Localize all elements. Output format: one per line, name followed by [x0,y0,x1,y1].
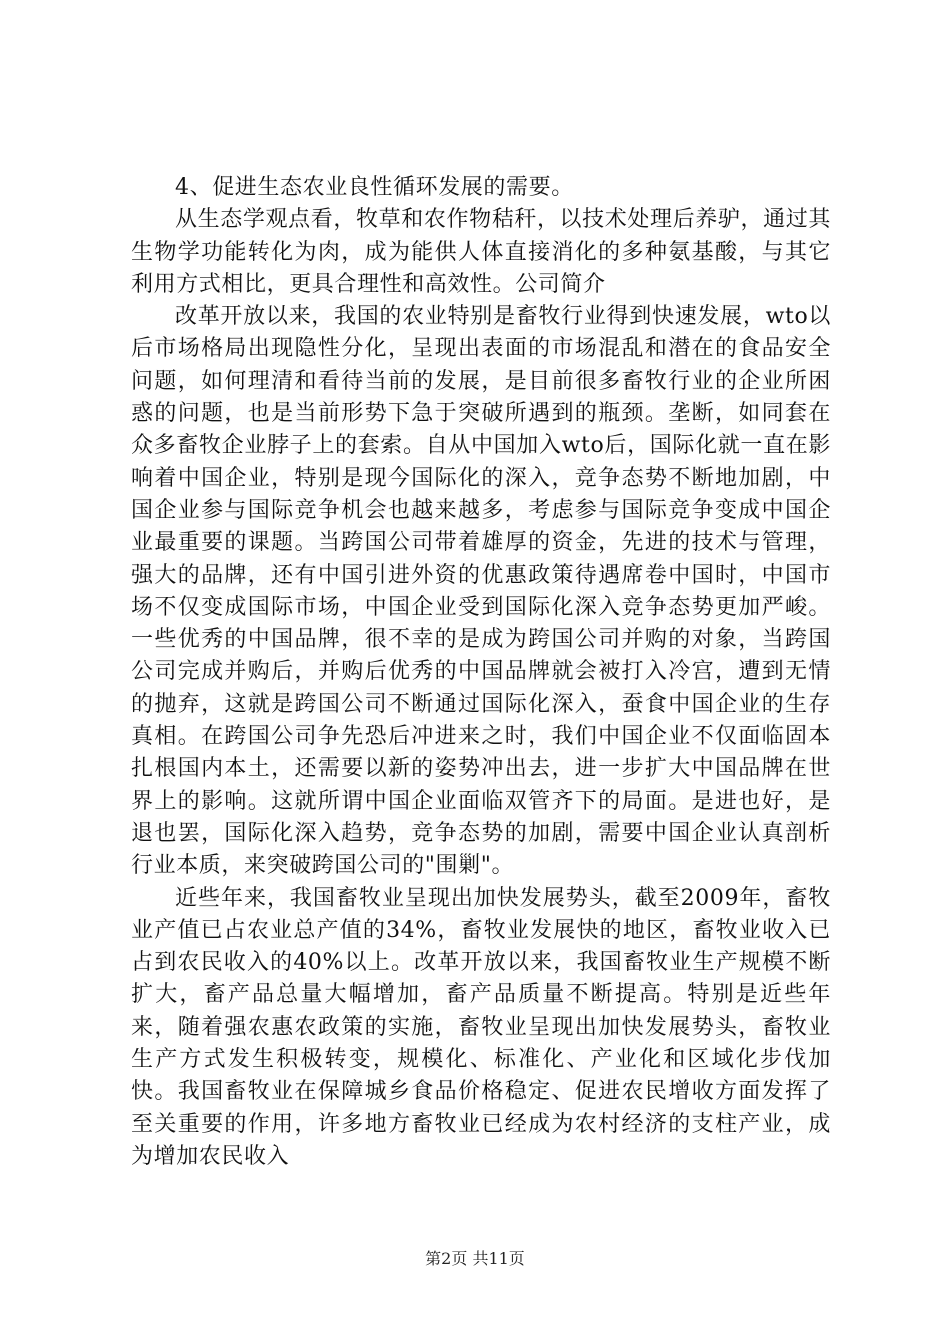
paragraph-recent-years: 近些年来，我国畜牧业呈现出加快发展势头，截至2009年，畜牧业产值已占农业总产值的34%，畜牧业发展快的地区，畜牧业收入已占到农民收入的40%以上。改革开放以来，我国畜牧业生产规模不断扩大，畜产品总量大幅增加，畜产品质量不断提高。特别是近些年来，随着强农惠农政策的实施，畜牧业呈现出加快发展势头，畜牧业生产方式发生积极转变，规模化、标准化、产业化和区域化步伐加快。我国畜牧业在保障城乡食品价格稳定、促进农民增收方面发挥了至关重要的作用，许多地方畜牧业已经成为农村经济的支柱产业，成为增加农民收入 [131,885,831,1169]
page-number-footer: 第2页 共11页 [425,1249,525,1268]
paragraph-ecology: 从生态学观点看，牧草和农作物秸秆，以技术处理后养驴，通过其生物学功能转化为肉，成为能供人体直接消化的多种氨基酸，与其它利用方式相比，更具合理性和高效性。公司简介 [131,207,831,297]
document-body [131,172,831,1173]
paragraph-heading-4: 4、促进生态农业良性循环发展的需要。 [175,175,574,200]
paragraph-reform: 改革开放以来，我国的农业特别是畜牧行业得到快速发展，wto以后市场格局出现隐性分化，呈现出表面的市场混乱和潜在的食品安全问题，如何理清和看待当前的发展，是目前很多畜牧行业的企业所困惑的问题，也是当前形势下急于突破所遇到的瓶颈。垄断，如同套在众多畜牧企业脖子上的套索。自从中国加入wto后，国际化就一直在影响着中国企业，特别是现今国际化的深入，竞争态势不断地加剧，中国企业参与国际竞争机会也越来越多，考虑参与国际竞争变成中国企业最重要的课题。当跨国公司带着雄厚的资金，先进的技术与管理，强大的品牌，还有中国引进外资的优惠政策待遇席卷中国时，中国市场不仅变成国际市场，中国企业受到国际化深入竞争态势更加严峻。一些优秀的中国品牌，很不幸的是成为跨国公司并购的对象，当跨国公司完成并购后，并购后优秀的中国品牌就会被打入冷宫，遭到无情的抛弃，这就是跨国公司不断通过国际化深入，蚕食中国企业的生存真相。在跨国公司争先恐后冲进来之时，我们中国企业不仅面临固本扎根国内本土，还需要以新的姿势冲出去，进一步扩大中国品牌在世界上的影响。这就所谓中国企业面临双管齐下的局面。是进也好，是退也罢，国际化深入趋势，竞争态势的加剧，需要中国企业认真剖析行业本质，来突破跨国公司的"围剿"。 [131,304,831,879]
